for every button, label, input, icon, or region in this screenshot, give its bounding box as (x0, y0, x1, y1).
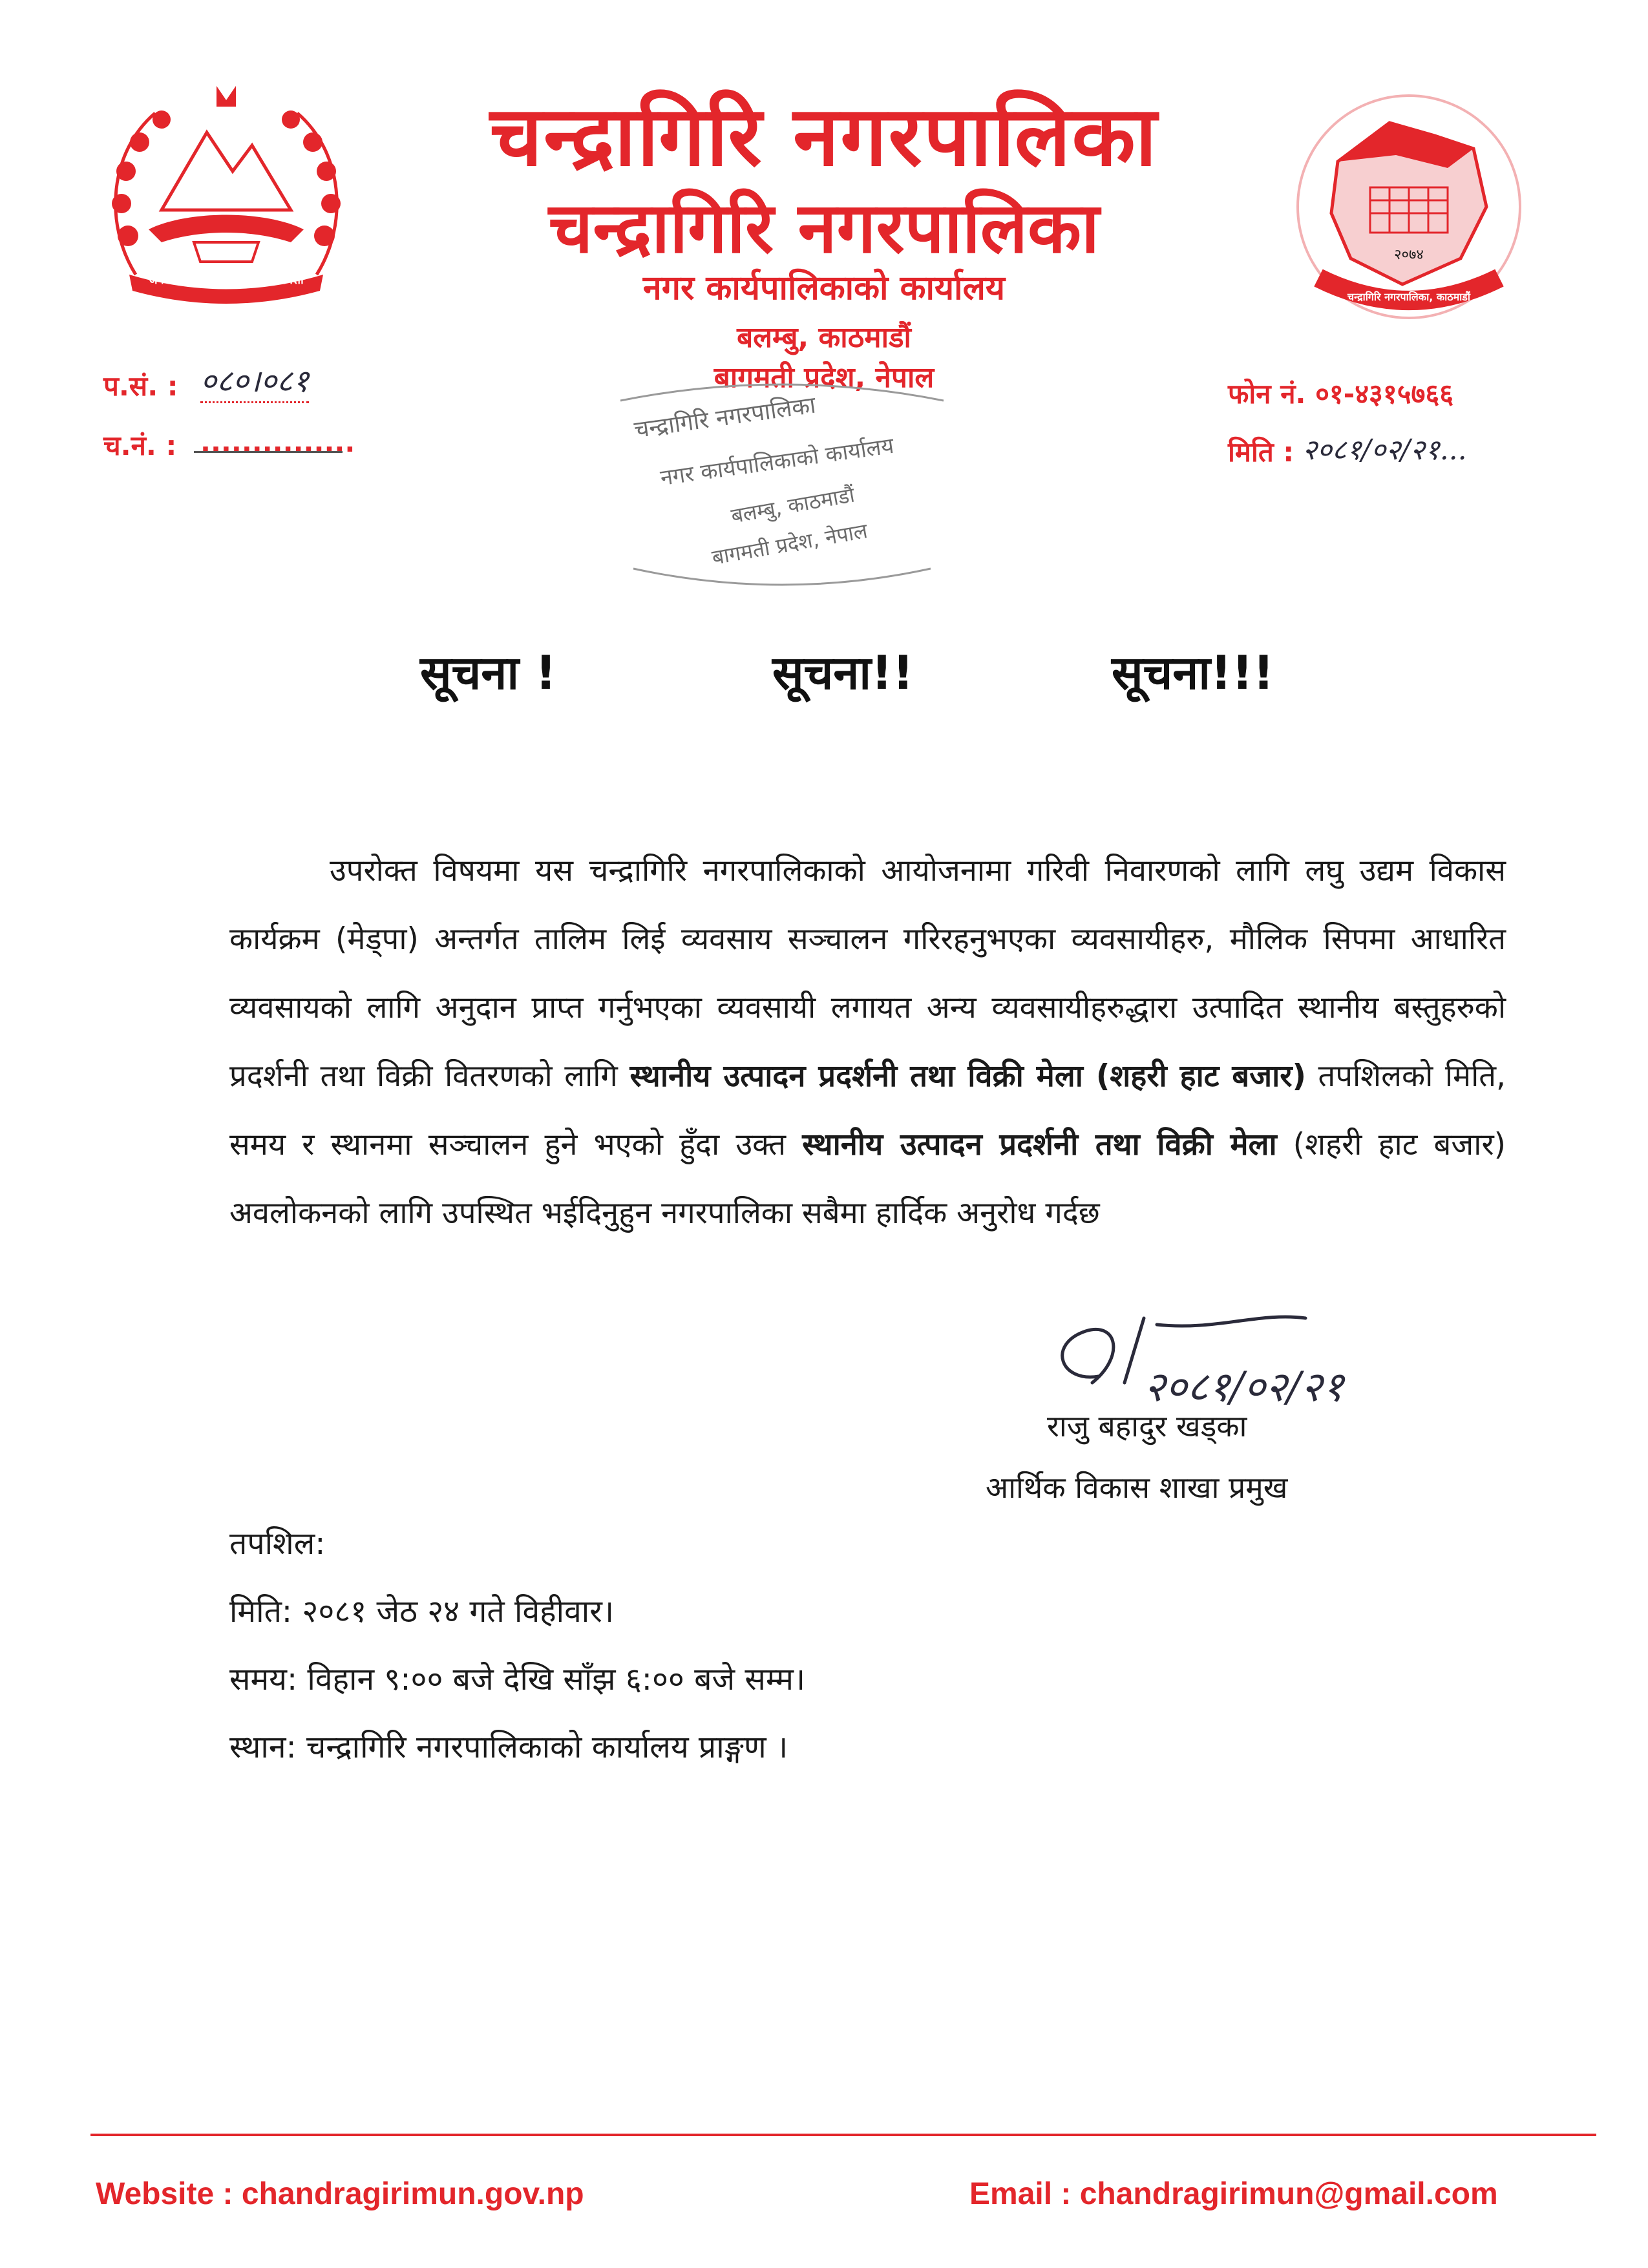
notice-heading-1: सूचना ! (420, 646, 556, 700)
office-name: नगर कार्यपालिकाको कार्यालय (642, 269, 1006, 308)
stamp-line-2: नगर कार्यपालिकाको कार्यालय (659, 432, 896, 492)
seal-text: चन्द्रागिरि नगरपालिका, काठमाडौं (1347, 291, 1471, 303)
municipality-title: चन्द्रागिरि नगरपालिका (490, 89, 1158, 185)
office-province: बागमती प्रदेश, नेपाल (713, 361, 935, 394)
seal-year: २०७४ (1394, 247, 1424, 263)
signatory-name: राजु बहादुर खड्का (1047, 1409, 1247, 1444)
dispatch-underline (194, 451, 343, 453)
date-label: मिति : (1228, 436, 1294, 468)
schedule-date: मिति: २०८१ जेठ २४ गते विहीवार। (229, 1593, 615, 1630)
notice-heading-2: सूचना!! (772, 646, 914, 700)
handwritten-date: २०८१/०२/२१ (1144, 1363, 1344, 1411)
date-value: २०८१/०२/२१... (1302, 434, 1467, 467)
notice-body (229, 837, 1506, 1248)
notice-heading-3: सूचना!!! (1112, 646, 1274, 700)
dispatch-number-label: च.नं. : (103, 430, 177, 461)
stamp-line-4: बागमती प्रदेश, नेपाल (710, 518, 870, 570)
office-stamp (601, 375, 963, 588)
municipality-seal-icon (1293, 90, 1525, 323)
footer-email[interactable]: Email : chandragirimun@gmail.com (969, 2177, 1498, 2211)
signatory-designation: आर्थिक विकास शाखा प्रमुख (986, 1470, 1288, 1505)
body-text-2: तपशिलको मिति, समय र स्थानमा सञ्चालन हुने भएको हुँदा उक्त (229, 1058, 1506, 1162)
office-address: बलम्बु, काठमाडौं (737, 321, 911, 354)
stamp-line-3: बलम्बु, काठमाडौं (729, 482, 857, 529)
phone-number: फोन नं. ०१-४३१५७६६ (1228, 378, 1454, 410)
ref-number-label: प.सं. : (103, 370, 178, 402)
dispatch-number-value: ............... (200, 426, 355, 458)
schedule-heading: तपशिल: (229, 1526, 326, 1562)
municipality-title-stylized: चन्द्रागिरि नगरपालिका (548, 188, 1100, 269)
footer-website[interactable]: Website : chandragirimun.gov.np (96, 2177, 584, 2211)
stamp-line-1: चन्द्रागिरि नगरपालिका (632, 392, 818, 444)
ref-number-value: ०८०।०८१ (200, 359, 309, 403)
schedule-place: स्थान: चन्द्रागिरि नगरपालिकाको कार्यालय प्राङ्गण । (229, 1729, 788, 1765)
emblem-motto: जननी जन्मभूमिश्च स्वर्गादपि गरीयसी (149, 273, 304, 287)
body-text-1: उपरोक्त विषयमा यस चन्द्रागिरि नगरपालिकाको आयोजनामा गरिवी निवारणको लागि लघु उद्यम विकास कार्यक्रम (मेड्पा) अन्तर्गत तालिम लिई व्यवसाय सञ्चालन गरिरहनुभएका व्यवसायीहरु, मौलिक सिपमा आधारित व्यवसायको लागि अनुदान प्राप्त गर्नुभएका व्यवसायी लगायत अन्य व्यवसायीहरुद्धारा उत्पादित स्थानीय बस्तुहरुको प्रदर्शनी तथा विक्री वितरणको लागि (229, 853, 1506, 1094)
body-event-name-2: स्थानीय उत्पादन प्रदर्शनी तथा विक्री मेला (802, 1127, 1277, 1162)
body-event-name: स्थानीय उत्पादन प्रदर्शनी तथा विक्री मेला (शहरी हाट बजार) (629, 1058, 1306, 1094)
schedule-time: समय: विहान ९:०० बजे देखि साँझ ६:०० बजे सम्म। (229, 1661, 806, 1697)
handwritten-signature (1047, 1305, 1435, 1415)
footer-divider (90, 2134, 1596, 2136)
body-text-3: (शहरी हाट बजार) अवलोकनको लागि उपस्थित भईदिनुहुन नगरपालिका सबैमा हार्दिक अनुरोध गर्दछ (229, 1127, 1506, 1231)
